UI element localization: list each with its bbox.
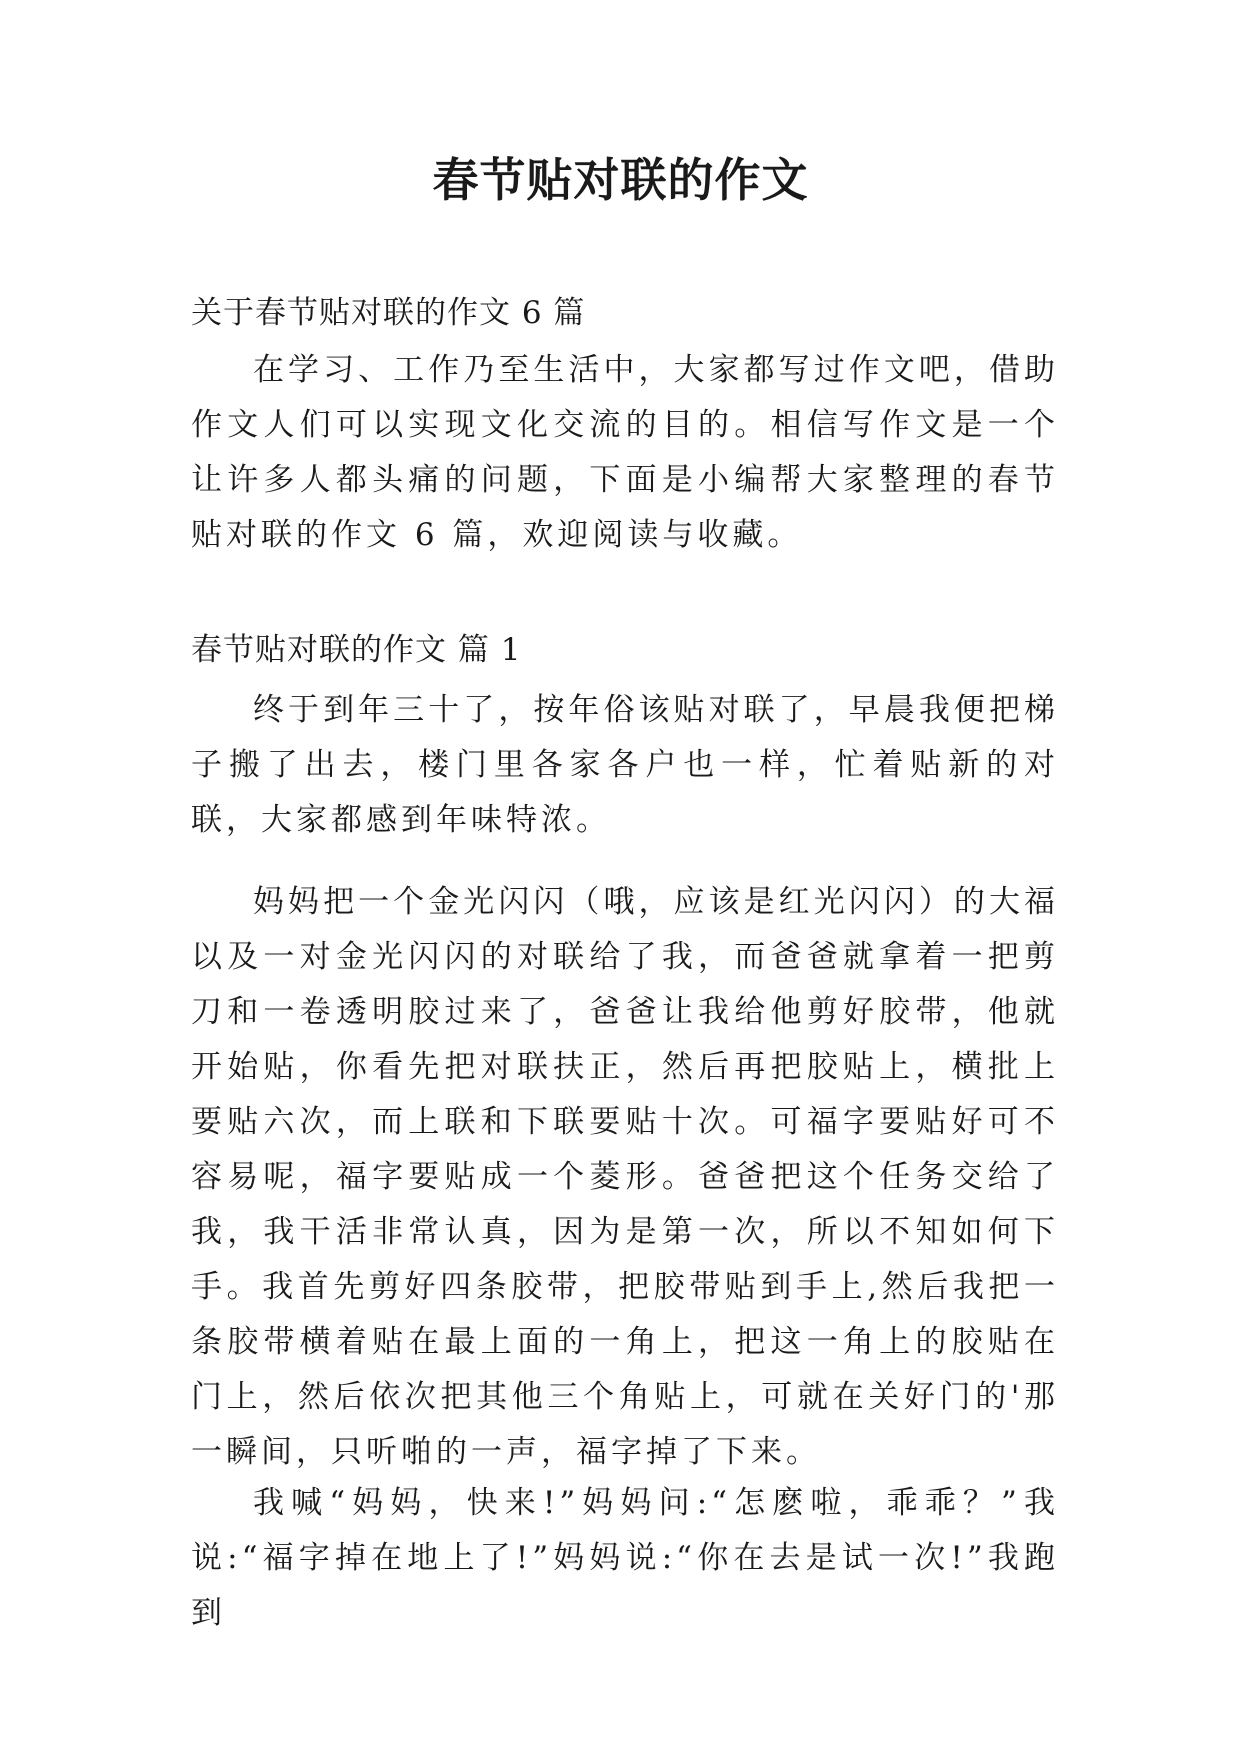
document-title: 春节贴对联的作文 bbox=[432, 153, 809, 207]
intro-paragraph: 在学习、工作乃至生活中，大家都写过作文吧，借助作文人们可以实现文化交流的目的。相信写作文是一个让许多人都头痛的问题，下面是小编帮大家整理的春节贴对联的作文 6 篇，欢迎阅读与收藏。 bbox=[191, 352, 1059, 553]
section-heading: 春节贴对联的作文 篇 1 bbox=[191, 632, 522, 668]
body-paragraph: 妈妈把一个金光闪闪（哦，应该是红光闪闪）的大福以及一对金光闪闪的对联给了我，而爸爸就拿着一把剪刀和一卷透明胶过来了，爸爸让我给他剪好胶带，他就开始贴，你看先把对联扶正，然后再把胶贴上，横批上要贴六次，而上联和下联要贴十次。可福字要贴好可不容易呢，福字要贴成一个菱形。爸爸把这个任务交给了我，我干活非常认真，因为是第一次，所以不知如何下手。我首先剪好四条胶带，把胶带贴到手上,然后我把一条胶带横着贴在最上面的一角上，把这一角上的胶贴在门上，然后依次把其他三个角贴上，可就在关好门的'那一瞬间，只听啪的一声，福字掉了下来。 bbox=[191, 884, 1059, 1470]
document-subtitle: 关于春节贴对联的作文 6 篇 bbox=[191, 295, 586, 331]
body-paragraph: 我喊“妈妈，快来!”妈妈问:“怎麽啦，乖乖？”我说:“福字掉在地上了!”妈妈说:“你在去是试一次!”我跑到 bbox=[191, 1485, 1059, 1631]
body-paragraph: 终于到年三十了，按年俗该贴对联了，早晨我便把梯子搬了出去，楼门里各家各户也一样，忙着贴新的对联，大家都感到年味特浓。 bbox=[191, 692, 1059, 838]
